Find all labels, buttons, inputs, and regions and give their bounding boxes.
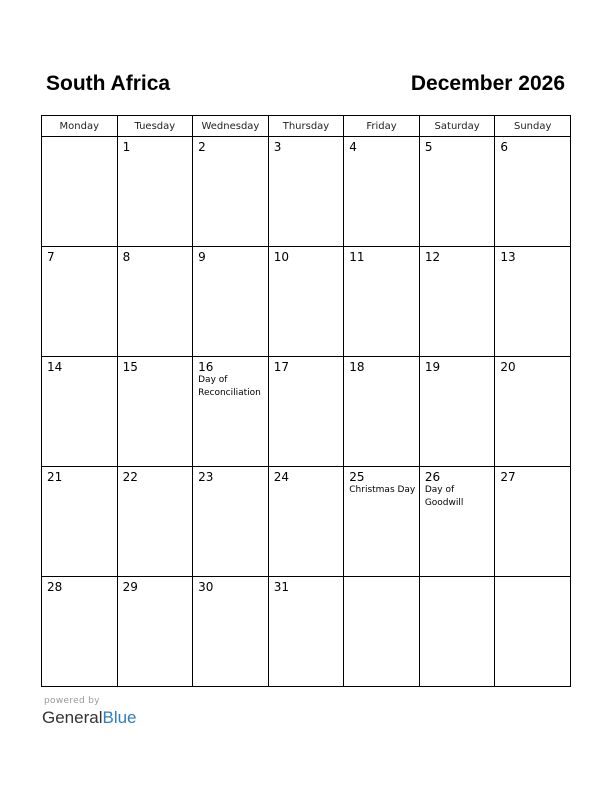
day-number: 11 — [349, 250, 365, 264]
day-number: 14 — [47, 360, 63, 374]
brand-general-text: General — [42, 708, 103, 727]
day-number: 5 — [424, 140, 433, 154]
week-row — [42, 137, 571, 247]
day-number: 17 — [273, 360, 289, 374]
day-cell — [42, 577, 118, 687]
day-number: 27 — [500, 470, 516, 484]
day-cell — [344, 577, 420, 687]
day-number: 31 — [273, 580, 289, 594]
day-cell — [193, 467, 269, 577]
day-number: 23 — [198, 470, 214, 484]
day-number: 21 — [47, 470, 63, 484]
day-number: 4 — [349, 140, 357, 154]
day-number: 12 — [424, 250, 441, 264]
week-row — [42, 357, 571, 467]
day-cell — [495, 247, 571, 357]
day-cell — [42, 137, 118, 247]
month-year-title: December 2026 — [410, 72, 565, 95]
week-row — [42, 577, 571, 687]
weekday-header-sunday: Sunday — [495, 116, 571, 137]
day-cell — [495, 137, 571, 247]
holiday-label: Christmas Day — [349, 485, 416, 495]
day-cell — [344, 467, 420, 577]
weekday-header-thursday: Thursday — [268, 116, 344, 137]
day-number: 10 — [273, 250, 289, 264]
day-cell — [268, 467, 344, 577]
day-number: 18 — [349, 360, 365, 374]
day-number: 1 — [122, 140, 131, 154]
day-cell — [193, 247, 269, 357]
day-cell — [495, 357, 571, 467]
day-number: 13 — [500, 250, 516, 264]
day-number: 26 — [424, 470, 441, 484]
weekday-header-row — [42, 116, 571, 137]
day-cell — [117, 577, 193, 687]
day-cell — [117, 467, 193, 577]
day-number — [42, 137, 117, 140]
weekday-header-monday: Monday — [42, 116, 118, 137]
holiday-label: Day of Reconciliation — [198, 375, 261, 398]
day-cell — [495, 467, 571, 577]
day-cell — [344, 357, 420, 467]
day-cell — [268, 137, 344, 247]
day-cell — [117, 357, 193, 467]
brand-blue-text: Blue — [102, 708, 137, 727]
day-number: 9 — [198, 250, 206, 264]
day-number — [344, 577, 419, 580]
day-number: 8 — [122, 250, 131, 264]
day-cell — [117, 137, 193, 247]
day-cell — [42, 247, 118, 357]
day-cell — [419, 137, 495, 247]
day-number: 24 — [273, 470, 289, 484]
day-cell — [193, 357, 269, 467]
day-number: 15 — [122, 360, 138, 374]
day-cell — [419, 577, 495, 687]
day-number: 28 — [47, 580, 63, 594]
day-cell — [344, 247, 420, 357]
day-cell — [419, 467, 495, 577]
weekday-header-tuesday: Tuesday — [117, 116, 193, 137]
holiday-label: Day of Goodwill — [424, 485, 464, 508]
day-cell — [344, 137, 420, 247]
day-number: 3 — [273, 140, 282, 154]
day-number: 7 — [47, 250, 55, 264]
day-number: 19 — [424, 360, 441, 374]
day-number: 22 — [122, 470, 138, 484]
day-number — [420, 577, 495, 580]
day-number: 16 — [198, 360, 214, 374]
weekday-header-wednesday: Wednesday — [193, 116, 269, 137]
day-number: 2 — [198, 140, 206, 154]
day-cell — [268, 357, 344, 467]
day-cell — [42, 357, 118, 467]
weekday-header-saturday: Saturday — [419, 116, 495, 137]
day-cell — [495, 577, 571, 687]
day-number: 20 — [500, 360, 516, 374]
day-number: 25 — [349, 470, 365, 484]
day-cell — [193, 137, 269, 247]
day-number: 30 — [198, 580, 214, 594]
day-cell — [419, 247, 495, 357]
day-number: 6 — [500, 140, 509, 154]
day-cell — [117, 247, 193, 357]
week-row — [42, 467, 571, 577]
generalblue-logo[interactable] — [42, 707, 137, 729]
day-cell — [42, 467, 118, 577]
day-number: 29 — [122, 580, 138, 594]
day-cell — [268, 247, 344, 357]
week-row — [42, 247, 571, 357]
calendar-grid — [41, 115, 571, 687]
powered-by-label: powered by — [44, 696, 100, 706]
country-title: South Africa — [46, 72, 171, 95]
day-number — [495, 577, 570, 580]
weekday-header-friday: Friday — [344, 116, 420, 137]
day-cell — [268, 577, 344, 687]
day-cell — [419, 357, 495, 467]
day-cell — [193, 577, 269, 687]
